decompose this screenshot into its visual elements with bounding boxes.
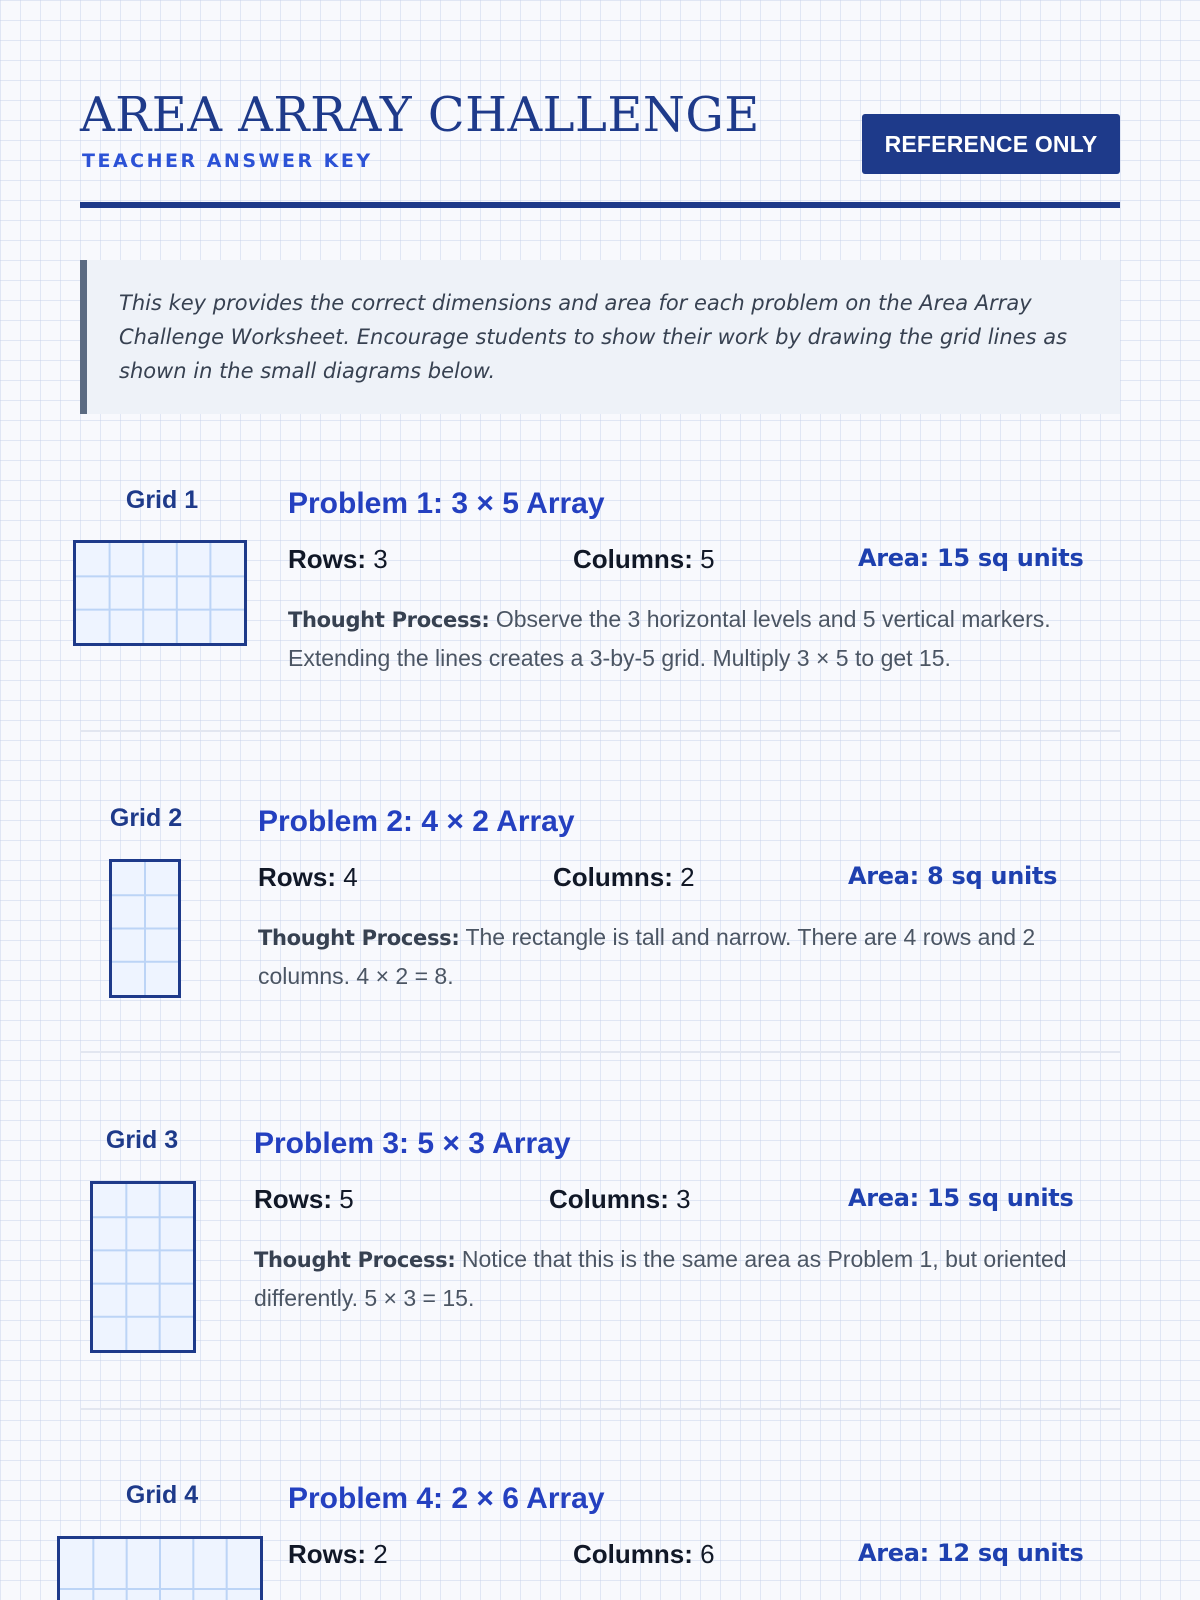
problem-stats [258, 862, 1120, 896]
columns-value: Columns: 6 [573, 1539, 715, 1569]
columns-value: Columns: 2 [553, 862, 695, 892]
grid-label: Grid 1 [125, 486, 199, 514]
area-value: Area: 15 sq units [848, 1184, 1074, 1212]
problem-title: Problem 1: 3 × 5 Array [288, 487, 605, 520]
grid-label: Grid 3 [105, 1126, 179, 1154]
page-header [80, 80, 1120, 208]
thought-process: Thought Process: Observe the 3 horizontal levels and 5 vertical markers. Extending the lines creates a 3-by-5 grid. Multiply 3 × 5 to get 15. [288, 606, 1051, 671]
grid-diagram [109, 859, 181, 998]
columns-value: Columns: 3 [549, 1184, 691, 1214]
problem-3 [80, 1110, 1120, 1410]
rows-value: Rows: 3 [288, 544, 388, 574]
area-value: Area: 8 sq units [848, 862, 1058, 890]
problem-2 [80, 788, 1120, 1053]
problem-details [288, 486, 1120, 677]
problem-title: Problem 2: 4 × 2 Array [258, 805, 575, 838]
grid-diagram [90, 1181, 196, 1353]
thought-process: Thought Process: Notice that this is the same area as Problem 1, but oriented differently. 5 × 3 = 15. [254, 1246, 1067, 1311]
reference-only-badge: REFERENCE ONLY [862, 114, 1120, 174]
thought-process: Thought Process: The rectangle is tall and narrow. There are 4 rows and 2 columns. 4 × 2 = 8. [258, 924, 1036, 989]
grid-label: Grid 2 [109, 804, 183, 832]
problem-details [254, 1126, 1120, 1317]
problem-stats [288, 1539, 1120, 1573]
grid-diagram [57, 1536, 263, 1600]
problem-title: Problem 4: 2 × 6 Array [288, 1482, 605, 1515]
problem-title: Problem 3: 5 × 3 Array [254, 1127, 571, 1160]
answer-key-page [80, 0, 1120, 1600]
page-title: AREA ARRAY CHALLENGE [80, 87, 760, 143]
problem-stats [288, 544, 1120, 578]
grid-label: Grid 4 [125, 1481, 199, 1509]
problem-details [288, 1481, 1120, 1573]
area-value: Area: 12 sq units [858, 1539, 1084, 1567]
problem-stats [254, 1184, 1120, 1218]
problem-4 [80, 1465, 1120, 1600]
problem-1 [80, 470, 1120, 732]
problem-details [258, 804, 1120, 995]
area-value: Area: 15 sq units [858, 544, 1084, 572]
rows-value: Rows: 5 [254, 1184, 354, 1214]
intro-note: This key provides the correct dimensions and area for each problem on the Area Array Challenge Worksheet. Encourage students to show their work by drawing the grid lines as shown in the small diagrams below. [80, 260, 1120, 414]
grid-diagram [73, 540, 247, 646]
rows-value: Rows: 4 [258, 862, 358, 892]
columns-value: Columns: 5 [573, 544, 715, 574]
rows-value: Rows: 2 [288, 1539, 388, 1569]
page-subtitle: TEACHER ANSWER KEY [82, 150, 373, 172]
